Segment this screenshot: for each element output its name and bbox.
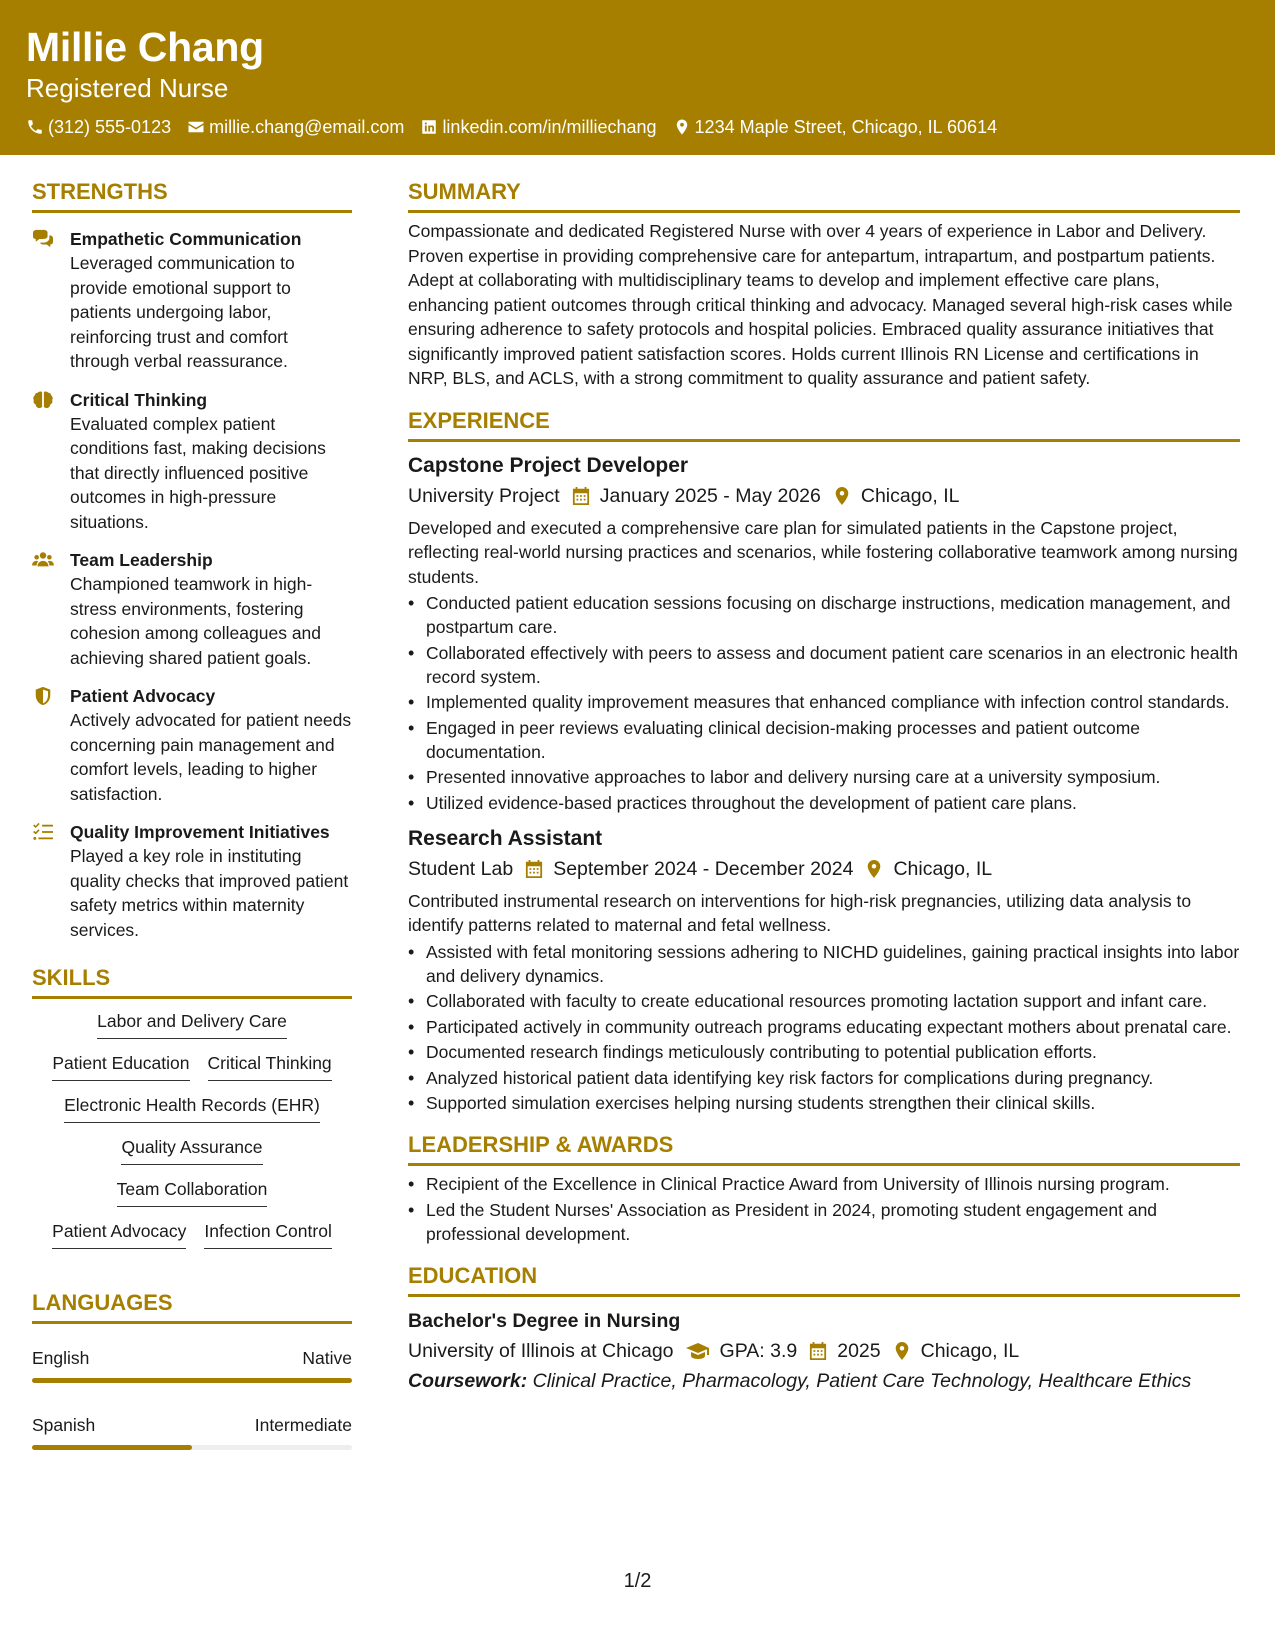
- strength-title: Critical Thinking: [70, 389, 208, 410]
- graduation-cap-icon: [686, 1341, 710, 1361]
- bullet-item: • Conducted patient education sessions focusing on discharge instructions, medication management, and postpartum care.: [408, 591, 1240, 639]
- language-proficiency-bar: [32, 1445, 352, 1450]
- strength-text: Championed teamwork in high-stress environments, fostering cohesion among colleagues and achieving shared patient goals.: [70, 574, 322, 668]
- awards-bullets: [408, 1172, 1240, 1246]
- graduation-year: 2025: [837, 1339, 881, 1362]
- contact-bar: [26, 116, 1249, 138]
- right-column: [408, 178, 1240, 1395]
- strength-item: [32, 820, 352, 942]
- job-description: Developed and executed a comprehensive care plan for simulated patients in the Capstone project, reflecting real-world nursing practices and scenarios, while fostering collaborative teamwork among nursing students.: [408, 517, 1238, 587]
- job-location: Chicago, IL: [893, 857, 993, 880]
- location-pin-icon: [833, 486, 851, 506]
- education-section: [408, 1262, 1240, 1395]
- language-proficiency-fill: [32, 1445, 192, 1450]
- bullet-item: • Analyzed historical patient data identifying key risk factors for complications during pregnancy.: [408, 1066, 1240, 1090]
- language-item: [32, 1413, 352, 1450]
- job-meta: [408, 855, 1240, 883]
- strength-item: [32, 684, 352, 806]
- contact-address: [673, 116, 998, 138]
- skills-section: [32, 964, 352, 1249]
- resume-header: [0, 0, 1275, 155]
- job-title: Capstone Project Developer: [408, 453, 689, 477]
- candidate-title: Registered Nurse: [26, 73, 229, 103]
- strength-title: Patient Advocacy: [70, 686, 216, 706]
- bullet-item: • Assisted with fetal monitoring sessions adhering to NICHD guidelines, gaining practical insights into labor and delivery dynamics.: [408, 940, 1240, 988]
- languages-section: [32, 1289, 352, 1450]
- bullet-item: • Supported simulation exercises helping nursing students strengthen their clinical skills.: [408, 1091, 1240, 1115]
- bullet-item: • Collaborated effectively with peers to assess and document patient care scenarios in an electronic health record system.: [408, 641, 1240, 689]
- education-meta: [408, 1337, 1240, 1365]
- brain-icon: [32, 390, 54, 410]
- skill-tag: Quality Assurance: [121, 1135, 262, 1165]
- language-name: English: [32, 1348, 90, 1368]
- job-title: Research Assistant: [408, 826, 603, 850]
- left-column: [32, 178, 352, 1450]
- address-text: 1234 Maple Street, Chicago, IL 60614: [694, 117, 998, 137]
- job-dates: September 2024 - December 2024: [553, 857, 854, 880]
- linkedin-text: linkedin.com/in/milliechang: [442, 117, 657, 137]
- job-meta: [408, 482, 1240, 510]
- section-heading-summary: SUMMARY: [408, 178, 1240, 213]
- job-entry: [408, 452, 1240, 815]
- strength-text: Evaluated complex patient conditions fast, making decisions that directly influenced positive outcomes in high-pressure situations.: [70, 413, 326, 532]
- language-level: Intermediate: [254, 1415, 352, 1435]
- strength-item: [32, 548, 352, 670]
- location-pin-icon: [893, 1341, 911, 1361]
- awards-section: [408, 1131, 1240, 1246]
- skill-tag: Team Collaboration: [117, 1177, 268, 1207]
- contact-phone[interactable]: [26, 116, 171, 138]
- skill-tag: Labor and Delivery Care: [97, 1009, 287, 1039]
- linkedin-icon: [420, 118, 438, 136]
- phone-icon: [26, 118, 44, 136]
- skill-tag: Electronic Health Records (EHR): [64, 1093, 320, 1123]
- education-location: Chicago, IL: [920, 1339, 1020, 1362]
- bullet-item: • Recipient of the Excellence in Clinical Practice Award from University of Illinois nursing program.: [408, 1172, 1240, 1196]
- language-proficiency-fill: [32, 1378, 352, 1383]
- skill-tag: Patient Education: [52, 1051, 189, 1081]
- job-location: Chicago, IL: [860, 484, 960, 507]
- strength-title: Quality Improvement Initiatives: [70, 822, 330, 842]
- job-dates: January 2025 - May 2026: [599, 484, 821, 507]
- section-heading-strengths: STRENGTHS: [32, 178, 352, 213]
- strengths-section: [32, 178, 352, 942]
- coursework: [408, 1367, 1240, 1395]
- calendar-icon: [525, 859, 543, 879]
- language-item: [32, 1346, 352, 1383]
- summary-text: Compassionate and dedicated Registered Nurse with over 4 years of experience in Labor and Delivery. Proven expertise in providing comprehensive care for antepartum, intrapartum, and postpartum patients. Adept at collaborating with multidisciplinary teams to develop and implement effective care plans, enhancing patient outcomes through critical thinking and advocacy. Managed several high-risk cases while ensuring adherence to safety protocols and hospital policies. Embraced quality assurance initiatives that significantly improved patient satisfaction scores. Holds current Illinois RN License and certifications in NRP, BLS, and ACLS, with a strong commitment to quality assurance and patient safety.: [408, 221, 1233, 388]
- strength-title: Team Leadership: [70, 550, 213, 570]
- job-organization: University Project: [408, 484, 560, 507]
- bullet-item: • Presented innovative approaches to labor and delivery nursing care at a university symposium.: [408, 765, 1240, 789]
- coursework-list: Clinical Practice, Pharmacology, Patient Care Technology, Healthcare Ethics: [532, 1369, 1192, 1392]
- calendar-icon: [572, 486, 590, 506]
- bullet-item: • Documented research findings meticulously contributing to potential publication efforts.: [408, 1040, 1240, 1064]
- job-bullets: [408, 591, 1240, 815]
- phone-text: (312) 555-0123: [48, 117, 172, 137]
- strength-text: Actively advocated for patient needs concerning pain management and comfort levels, leading to higher satisfaction.: [70, 710, 352, 804]
- users-icon: [32, 550, 54, 570]
- coursework-label: Coursework:: [408, 1369, 528, 1392]
- experience-section: [408, 407, 1240, 1116]
- envelope-icon: [187, 118, 205, 136]
- strength-text: Leveraged communication to provide emotional support to patients undergoing labor, reinforcing trust and comfort through verbal reassurance.: [70, 253, 295, 371]
- skill-tag: Critical Thinking: [208, 1051, 332, 1081]
- section-heading-skills: SKILLS: [32, 964, 352, 999]
- calendar-icon: [809, 1341, 827, 1361]
- comments-icon: [32, 229, 54, 249]
- skill-tag: Patient Advocacy: [52, 1219, 186, 1249]
- strength-item: [32, 227, 352, 374]
- list-check-icon: [32, 822, 54, 842]
- bullet-item: • Participated actively in community outreach programs educating expectant mothers about prenatal care.: [408, 1015, 1240, 1039]
- gpa: GPA: 3.9: [719, 1339, 798, 1362]
- strength-title: Empathetic Communication: [70, 229, 302, 249]
- language-proficiency-bar: [32, 1378, 352, 1383]
- section-heading-experience: EXPERIENCE: [408, 407, 1240, 442]
- location-pin-icon: [673, 118, 691, 136]
- job-organization: Student Lab: [408, 857, 514, 880]
- section-heading-languages: LANGUAGES: [32, 1289, 352, 1324]
- job-description: Contributed instrumental research on interventions for high-risk pregnancies, utilizing data analysis to identify patterns related to maternal and fetal wellness.: [408, 890, 1192, 935]
- email-text: millie.chang@email.com: [209, 117, 405, 137]
- contact-email[interactable]: [187, 116, 404, 138]
- job-entry: [408, 825, 1240, 1116]
- job-bullets: [408, 940, 1240, 1116]
- degree-title: Bachelor's Degree in Nursing: [408, 1309, 681, 1332]
- skills-list: [32, 1009, 352, 1249]
- page-number: 1/2: [623, 1570, 652, 1592]
- language-name: Spanish: [32, 1415, 96, 1435]
- bullet-item: • Utilized evidence-based practices throughout the development of patient care plans.: [408, 791, 1240, 815]
- location-pin-icon: [865, 859, 883, 879]
- strength-text: Played a key role in instituting quality checks that improved patient safety metrics within maternity services.: [70, 846, 349, 940]
- skill-tag: Infection Control: [204, 1219, 331, 1249]
- contact-linkedin[interactable]: [420, 116, 656, 138]
- language-level: Native: [302, 1348, 352, 1368]
- section-heading-education: EDUCATION: [408, 1262, 1240, 1297]
- bullet-item: • Collaborated with faculty to create educational resources promoting lactation support and infant care.: [408, 989, 1240, 1013]
- candidate-name: Millie Chang: [26, 24, 264, 70]
- summary-section: [408, 178, 1240, 391]
- section-heading-awards: LEADERSHIP & AWARDS: [408, 1131, 1240, 1166]
- school-name: University of Illinois at Chicago: [408, 1339, 674, 1362]
- shield-icon: [32, 686, 54, 706]
- strength-item: [32, 388, 352, 535]
- bullet-item: • Led the Student Nurses' Association as President in 2024, promoting student engagement and professional development.: [408, 1198, 1240, 1246]
- bullet-item: • Engaged in peer reviews evaluating clinical decision-making processes and patient outcome documentation.: [408, 716, 1240, 764]
- bullet-item: • Implemented quality improvement measures that enhanced compliance with infection control standards.: [408, 690, 1240, 714]
